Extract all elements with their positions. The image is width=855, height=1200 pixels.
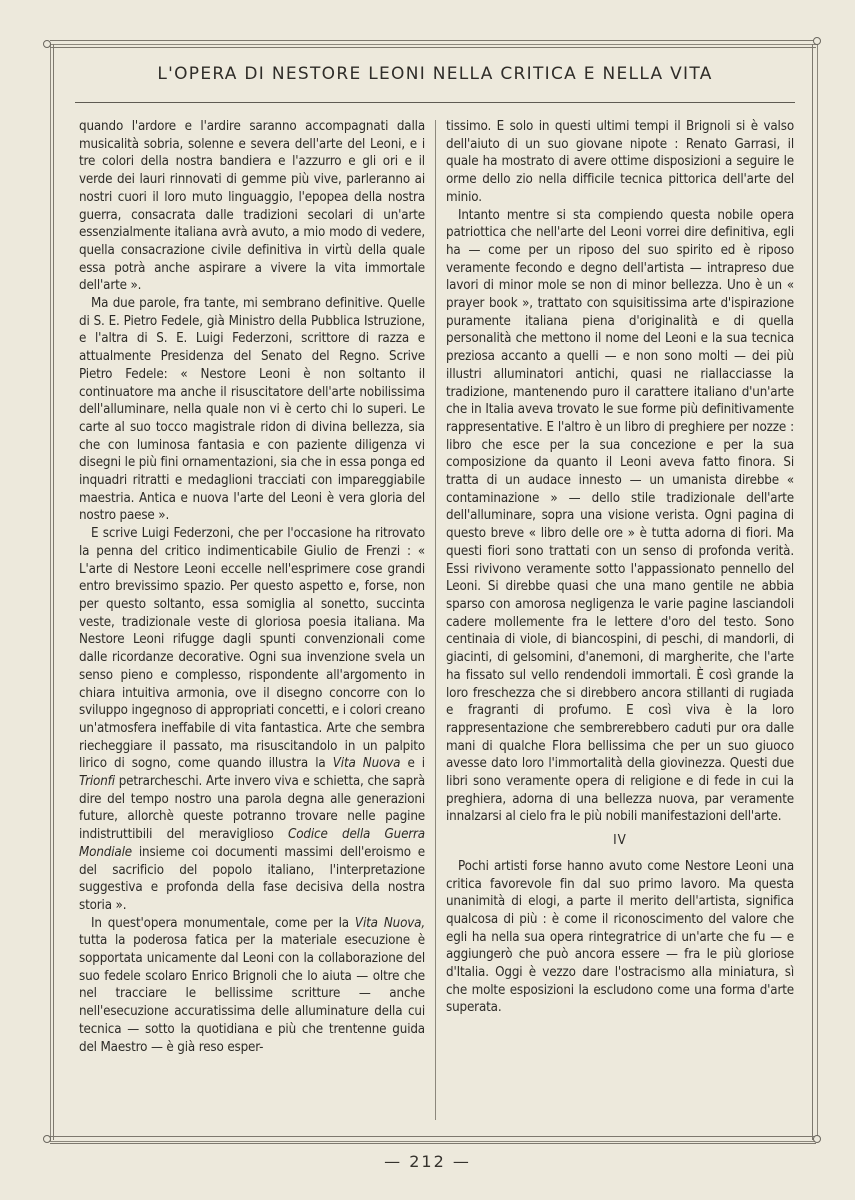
italic-title: Trionfi — [79, 774, 115, 790]
paragraph: Pochi artisti forse hanno avuto come Nestore Leoni una critica favorevole fin dal suo primo lavoro. Ma questa unanimità di elogi, a parte il merito dell'artista, significa qualcosa di più : è come il riconoscimento del valore che egli ha nella sua opera rintegratrice di un'arte che fu — e aggiungerò che può ancora essere — fra le più gloriose d'Italia. Oggi è vezzo dare l'ostracismo alla miniatura, sì che molte esposizioni la escludono come una forma d'arte superata. — [446, 858, 794, 1016]
paragraph: Ma due parole, fra tante, mi sembrano definitive. Quelle di S. E. Pietro Fedele, già Ministro della Pubblica Istruzione, e l'altra di S. E. Luigi Federzoni, scrittore di razza e attualmente Presidenza del Senato del Regno. Scrive Pietro Fedele: « Nestore Leoni è non soltanto il continuatore ma anche il risuscitatore dell'arte nobilissima dell'alluminare, nella quale non vi è certo chi lo superi. Le carte al suo tocco magistrale ridon di divina bellezza, sia che con luminosa fantasia e con paziente diligenza vi disegni le più fini ornamentazioni, sia che in essa ponga ed inquadri ritratti e medaglioni tracciati con impareggiabile maestria. Antica e nuova l'arte del Leoni è vera gloria del nostro paese ». — [79, 296, 425, 524]
text-run: petrarcheschi. Arte invero viva e schietta, che saprà dire del tempo nostro una parola degna alle generazioni future, allorchè queste potranno trovare nelle pagine indistruttibili del meraviglioso — [79, 774, 425, 843]
corner-ornament-bottom-left — [43, 1135, 51, 1143]
text-run: insieme coi documenti massimi dell'eroismo e del sacrificio del popolo italiano, l'interpretazione suggestiva e profonda della fase decisiva della nostra storia ». — [79, 844, 425, 913]
corner-ornament-top-right — [813, 37, 821, 45]
right-column — [446, 118, 794, 1017]
corner-ornament-top-left — [43, 40, 51, 48]
paragraph — [79, 915, 425, 1057]
text-run: e i — [407, 756, 425, 772]
corner-ornament-bottom-right — [813, 1135, 821, 1143]
column-divider — [435, 120, 436, 1120]
left-rule — [53, 44, 54, 1140]
italic-title: Vita Nuova — [332, 756, 401, 772]
paragraph — [79, 525, 425, 914]
text-run: In quest'opera monumentale, come per la — [91, 915, 349, 931]
top-rule-outer — [50, 40, 816, 41]
text-run: tutta la poderosa fatica per la materiale esecuzione è sopportata unicamente dal Leoni con la collaborazione del suo fedele scolaro Enrico Brignoli che lo aiuta — oltre che nel tracciare le bellissime scritture — anche nell'esecuzione accuratissima delle alluminature della cui tecnica — sotto la quotidiana e più che trentenne guida del Maestro — è già reso esper- — [79, 933, 425, 1055]
text-run: E scrive Luigi Federzoni, che per l'occasione ha ritrovato la penna del critico indimenticabile Giulio de Frenzi : « L'arte di Nestore Leoni eccelle nell'esprimere cose grandi entro brevissimo spazio. Per questo aspetto e, forse, non per questo soltanto, essa somiglia al sonetto, succinta veste, tradizionale veste di gloriosa poesia italiana. Ma Nestore Leoni rifugge dagli spunti convenzionali come dalle ricordanze decorative. Ogni sua invenzione svela un senso pieno e complesso, rispondente all'argomento in chiara intuitiva armonia, ove il disegno concorre con lo sviluppo ingegnoso di appropriati concetti, e i colori creano un'atmosfera ineffabile di vita fantastica. Arte che sembra riecheggiare il passato, ma risuscitandolo in un palpito lirico di sogno, come quando illustra la — [79, 526, 425, 772]
paragraph: Intanto mentre si sta compiendo questa nobile opera patriottica che nell'arte del Leoni vorrei dire definitiva, egli ha — come per un riposo del suo spirito ed è riposo veramente fecondo e degno dell'artista — intrapreso due lavori di minor mole se non di minor bellezza. Uno è un « prayer book », trattato con squisitissima arte d'ispirazione puramente italiana piena d'originalità e di quella personalità che mettono il nome del Leoni e la sua tecnica preziosa accanto a quelli — e non sono molti — dei più illustri alluminatori antichi, quasi ne riallacciasse la tradizione, mantenendo puro il carattere italiano d'un'arte che in Italia aveva trovato le sue forme più definitivamente rappresentative. E l'altro è un libro di preghiere per nozze : libro che esce per la sua concezione e per la sua composizione da quanto il Leoni aveva fatto finora. Si tratta di un audace innesto — un umanista direbbe « contaminazione » — dello stile tradizionale dell'arte dell'alluminare, sopra una visione verista. Ogni pagina di questo breve « libro delle ore » è tutta adorna di fiori. Ma questi fiori sono trattati con un senso di profonda verità. Essi rivivono veramente sotto l'appassionato pennello del Leoni. Si direbbe quasi che una mano gentile ne abbia sparso con amorosa negligenza le varie pagine lasciandoli cadere mollemente fra le lettere d'oro del testo. Sono centinaia di viole, di biancospini, di peschi, di mandorli, di giacinti, di gelsomini, d'anemoni, di margherite, che l'arte ha fissato sul vello rendendoli immortali. È così grande la loro freschezza che si direbbero ancora stillanti di rugiada e fragranti di profumo. E così viva è la loro rappresentazione che sembrerebbero caduti pur ora dalle mani di qualche Flora bellissima che per un suo giuoco avesse dato loro l'immortalità della giovinezza. Questi due libri sono veramente opera di religione e di fede in cui la preghiera, adorna di una bellezza nuova, par veramente innalzarsi al cielo fra le più nobili manifestazioni dell'arte. — [446, 207, 794, 825]
page-number: — 212 — — [384, 1152, 471, 1171]
paragraph: quando l'ardore e l'ardire saranno accompagnati dalla musicalità sobria, solenne e severa dell'arte del Leoni, e i tre colori della nostra bandiera e l'azzurro e gli ori e il verde dei lauri rinnovati di gemme più vive, parleranno ai nostri cuori il loro muto linguaggio, l'epopea della nostra guerra, consacrata dalle tradizioni secolari di un'arte essenzialmente italiana avrà avuto, a mio modo di vedere, quella consacrazione civile definitiva in virtù della quale essa potrà anche aspirare a vivere la vita immortale dell'arte ». — [79, 119, 425, 294]
right-rule — [812, 44, 813, 1140]
bottom-rule-outer — [50, 1143, 816, 1144]
left-column — [79, 118, 425, 1056]
section-number: IV — [613, 833, 627, 849]
italic-title: Vita Nuova, — [354, 915, 425, 931]
bottom-rule-inner — [50, 1136, 816, 1137]
paragraph: tissimo. E solo in questi ultimi tempi il Brignoli si è valso dell'aiuto di un suo giovane nipote : Renato Garrasi, il quale ha mostrato di avere ottime disposizioni a seguire le orme dello zio nella difficile tecnica pittorica dell'arte del minio. — [446, 119, 794, 205]
running-title: L'OPERA DI NESTORE LEONI NELLA CRITICA E NELLA VITA — [157, 64, 713, 84]
top-rule-inner — [50, 47, 816, 48]
header-rule — [75, 102, 795, 103]
italic-title: Codice della Guerra Mondiale — [79, 827, 425, 860]
